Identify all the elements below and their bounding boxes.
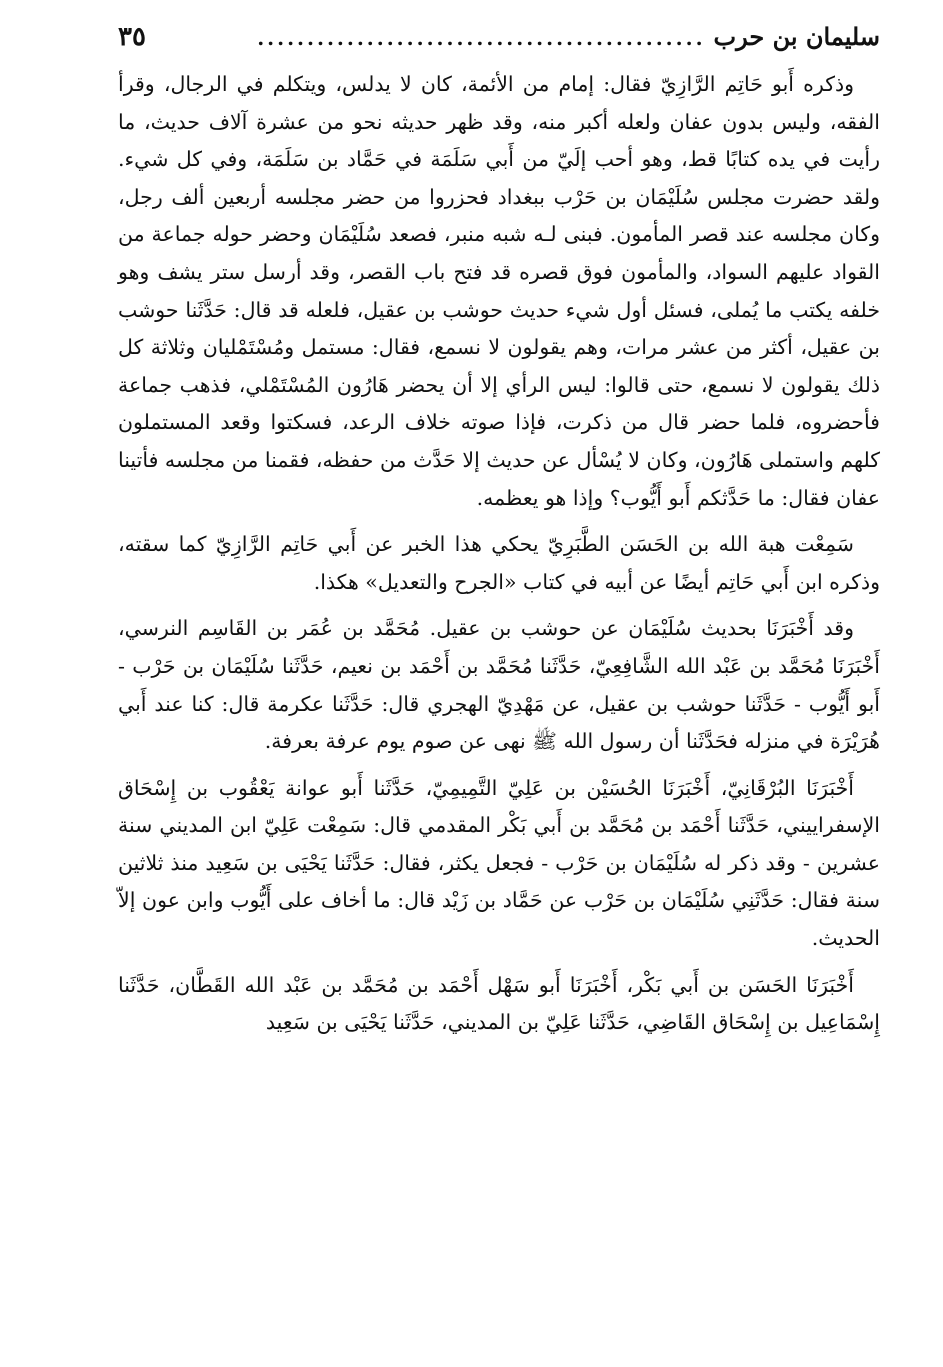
running-header xyxy=(118,22,880,66)
leader-dots: ............................................. xyxy=(257,26,706,50)
paragraph: وقد أَخْبَرَنَا بحديث سُلَيْمَان عن حوشب بن عقيل. مُحَمَّد بن عُمَر بن القَاسِم النرسي، أَخْبَرَنَا مُحَمَّد بن عَبْد الله الشَّافِعِيّ، حَدَّثَنا مُحَمَّد بن أَحْمَد بن نعيم، حَدَّثَنا سُلَيْمَان بن حَرْب - أَبو أَيُّوب - حَدَّثَنا حوشب بن عقيل، عن مَهْدِيّ الهجري قال: حَدَّثَنا عكرمة قال: كنا عند أَبي هُرَيْرَة في منزله فحَدَّثَنا أن رسول الله ﷺ نهى عن صوم يوم عرفة بعرفة. xyxy=(118,616,880,754)
paragraph: أَخْبَرَنَا الحَسَن بن أَبي بَكْر، أَخْبَرَنَا أَبو سَهْل أَحْمَد بن مُحَمَّد بن عَبْد الله القَطَّان، حَدَّثَنا إِسْمَاعِيل بن إِسْحَاق القَاضِي، حَدَّثَنا عَلِيّ بن المديني، حَدَّثَنا يَحْيَى بن سَعِيد xyxy=(118,972,880,1035)
running-title: سليمان بن حرب xyxy=(713,22,880,51)
paragraph: أَخْبَرَنَا البُرْقَانِيّ، أَخْبَرَنَا الحُسَيْن بن عَلِيّ التَّمِيمِيّ، حَدَّثَنا أَبو عوانة يَعْقُوب بن إِسْحَاق الإسفراييني، حَدَّثَنا أَحْمَد بن مُحَمَّد بن أَبي بَكْر المقدمي قال: سَمِعْت عَلِيّ ابن المديني سنة عشرين - وقد ذكر له سُلَيْمَان بن حَرْب - فجعل يكثر، فقال: حَدَّثَنا يَحْيَى بن سَعِيد منذ ثلاثين سنة فقال: حَدَّثَنِي سُلَيْمَان بن حَرْب عن حَمَّاد بن زَيْد قال: ما أخاف على أَيُّوب وابن عون إلاّ الحديث. xyxy=(118,775,880,951)
book-page xyxy=(118,22,880,1042)
paragraph: وذكره أَبو حَاتِم الرَّازِيّ فقال: إمام من الأئمة، كان لا يدلس، ويتكلم في الرجال، وقرأ الفقه، وليس بدون عفان ولعله أكبر منه، وقد ظهر حديثه نحو من عشرة آلاف حديث، ما رأيت في يده كتابًا قط، وهو أحب إلَيّ من أَبي سَلَمَة في حَمَّاد بن سَلَمَة، وفي كل شيء. ولقد حضرت مجلس سُلَيْمَان بن حَرْب ببغداد فحزروا من حضر مجلسه أربعين ألف رجل، وكان مجلسه عند قصر المأمون. فبنى لـه شبه منبر، فصعد سُلَيْمَان وحضر حوله جماعة من القواد عليهم السواد، والمأمون فوق قصره قد فتح باب القصر، وقد أرسل ستر يشف وهو خلفه يكتب ما يُملى، فسئل أول شيء حديث حوشب بن عقيل، فلعله قد قال: حَدَّثَنا حوشب بن عقيل، أكثر من عشر مرات، وهم يقولون لا نسمع، فقال: مستمل ومُسْتَمْليان وثلاثة كل ذلك يقولون لا نسمع، حتى قالوا: ليس الرأي إلا أن يحضر هَارُون المُسْتَمْلي، فذهب جماعة فأحضروه، فلما حضر قال من ذكرت، فإذا صوته خلاف الرعد، فسكتوا وقعد المستملون كلهم واستملى هَارُون، وكان لا يُسْأل عن حديث إلا حَدَّث من حفظه، فقمنا من مجلسه فأتينا عفان فقال: ما حَدَّثكم أَبو أَيُّوب؟ وإذا هو يعظمه. xyxy=(118,72,880,510)
body-text xyxy=(118,66,880,1042)
paragraph: سَمِعْت هبة الله بن الحَسَن الطَّبَرِيّ يحكي هذا الخبر عن أَبي حَاتِم الرَّازِيّ كما سقته، وذكره ابن أَبي حَاتِم أيضًا عن أبيه في كتاب «الجرح والتعديل» هكذا. xyxy=(118,532,880,594)
page-number: ٣٥ xyxy=(118,22,146,52)
